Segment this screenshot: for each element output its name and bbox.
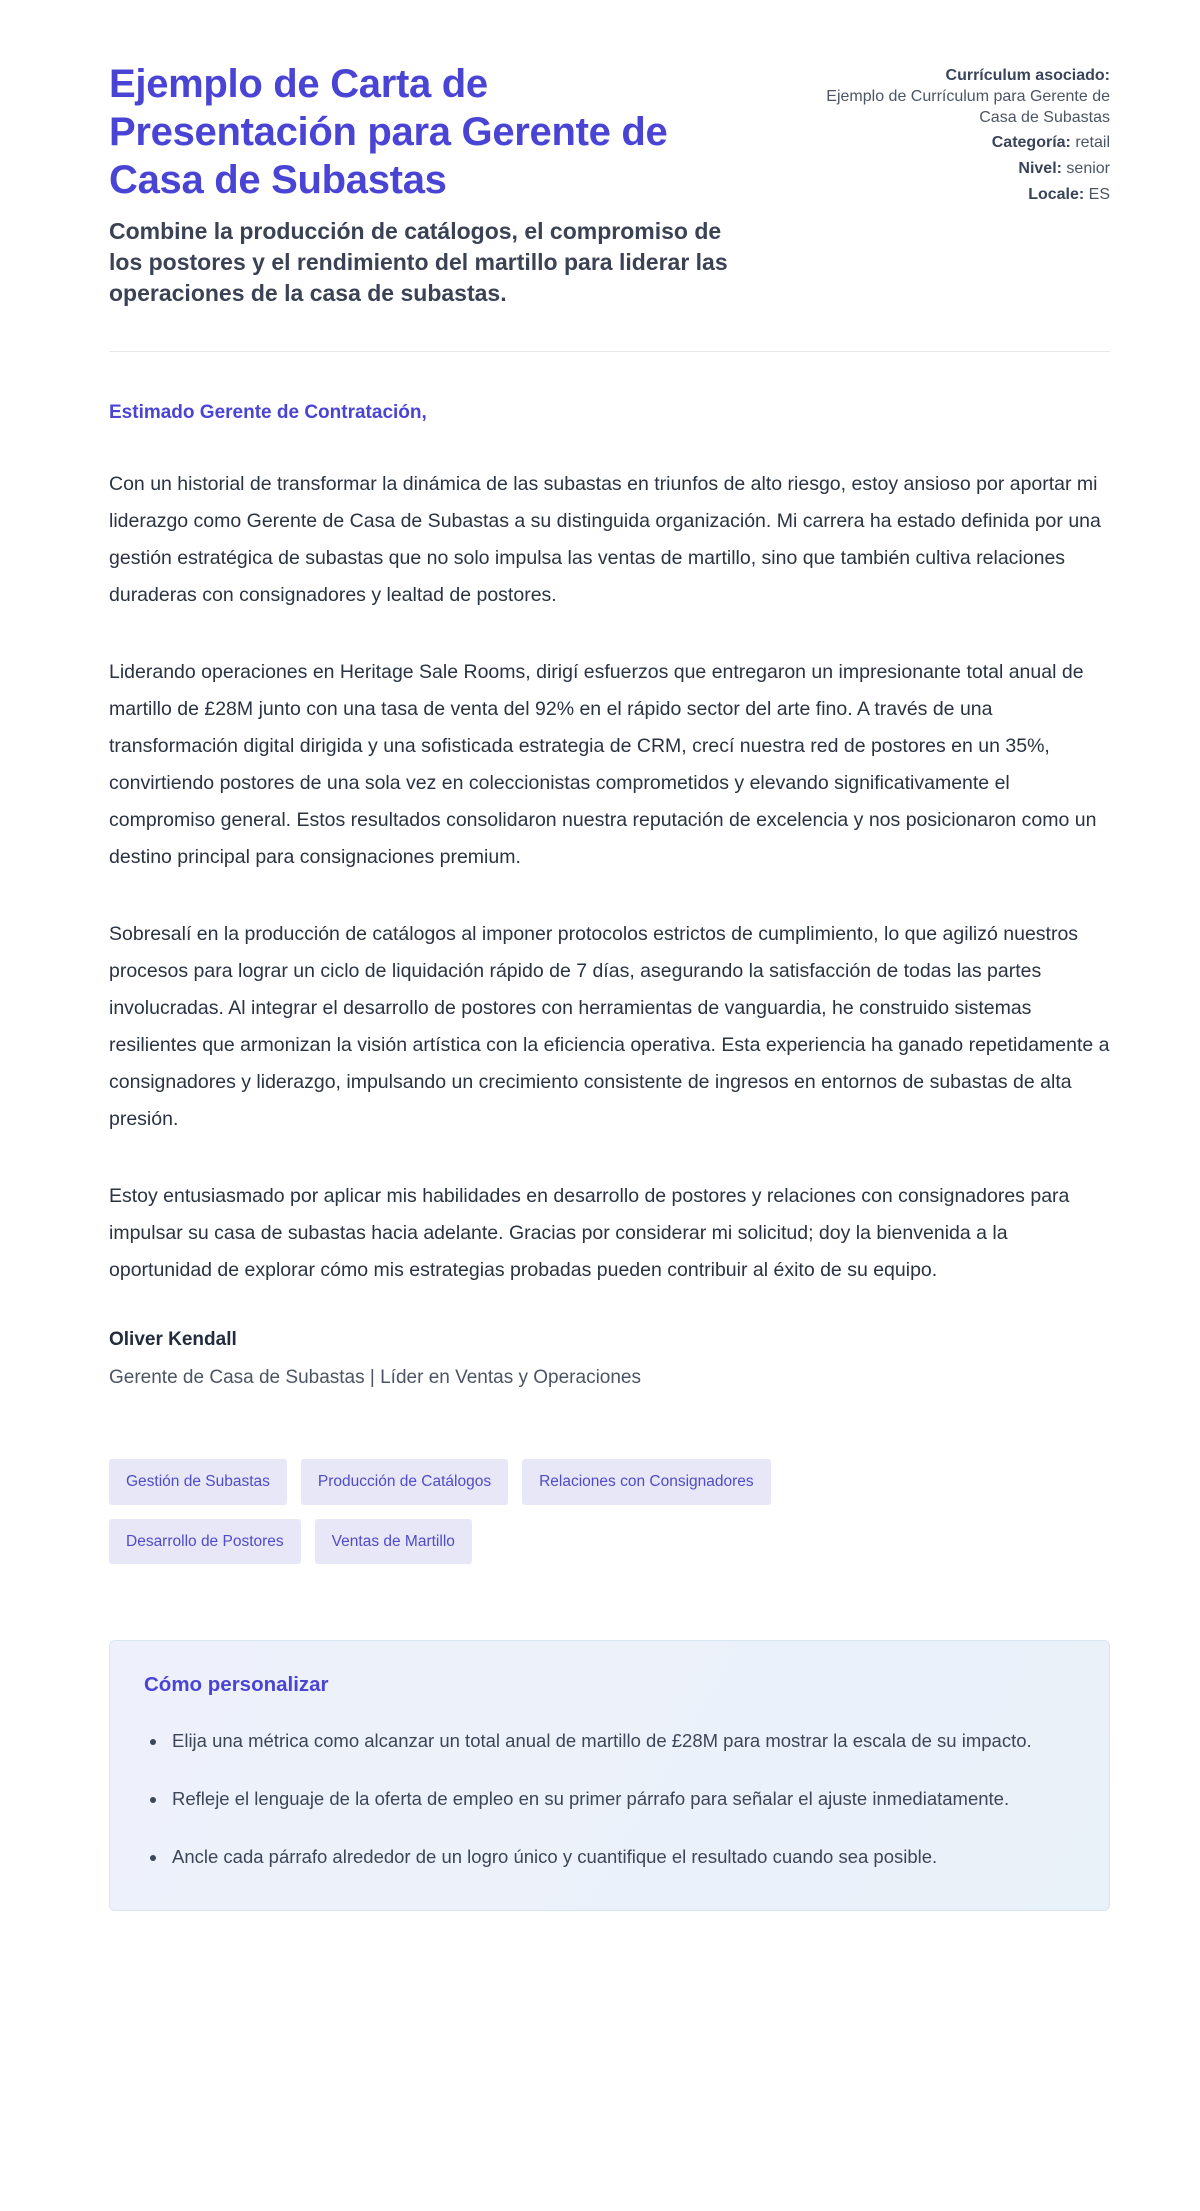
letter-paragraph-2: Liderando operaciones en Heritage Sale Rooms, dirigí esfuerzos que entregaron un impresionante total anual de martillo de £28M junto con una tasa de venta del 92% en el rápido sector del arte fino. A través de una transformación digital dirigida y una sofisticada estrategia de CRM, crecí nuestra red de postores en un 35%, convirtiendo postores de una sola vez en coleccionistas comprometidos y elevando significativamente el compromiso general. Estos resultados consolidaron nuestra reputación de excelencia y nos posicionaron como un destino principal para consignaciones premium. (109, 661, 1097, 869)
page-subtitle: Combine la producción de catálogos, el compromiso de los postores y el rendimiento del martillo para liderar las operaciones de la casa de subastas. (109, 218, 728, 307)
category-value: retail (1075, 134, 1110, 152)
letter-paragraph-3: Sobresalí en la producción de catálogos al imponer protocolos estrictos de cumplimiento, lo que agilizó nuestros procesos para lograr un ciclo de liquidación rápido de 7 días, asegurando la satisfacción de todas las partes involucradas. Al integrar el desarrollo de postores con herramientas de vanguardia, he construido sistemas resilientes que armonizan la visión artística con la eficiencia operativa. Esta experiencia ha ganado repetidamente a consignadores y liderazgo, impulsando un crecimiento consistente de ingresos en entornos de subastas de alta presión. (109, 923, 1110, 1131)
related-resume-link[interactable]: Ejemplo de Currículum para Gerente de Casa de Subastas (826, 87, 1110, 126)
page-title: Ejemplo de Carta de Presentación para Gerente de Casa de Subastas (109, 62, 668, 202)
letter-body (109, 402, 1110, 1911)
meta-level (810, 159, 1110, 180)
tag-desarrollo-de-postores[interactable]: Desarrollo de Postores (109, 1519, 301, 1565)
personalization-title: Cómo personalizar (144, 1673, 329, 1697)
locale-label: Locale: (1028, 185, 1085, 203)
level-label: Nivel: (1018, 160, 1062, 178)
meta-related-resume (810, 66, 1110, 128)
content-column (109, 0, 1110, 1911)
tag-produccion-de-catalogos[interactable]: Producción de Catálogos (301, 1459, 508, 1505)
personalization-tip-1: • Elija una métrica como alcanzar un total anual de martillo de £28M para mostrar la escala de su impacto. (168, 1723, 1075, 1758)
tag-gestion-de-subastas[interactable]: Gestión de Subastas (109, 1459, 287, 1505)
personalization-list (144, 1723, 1075, 1874)
meta-panel (810, 66, 1110, 211)
header-title-block (109, 60, 734, 309)
personalization-tip-3: • Ancle cada párrafo alrededor de un logro único y cuantifique el resultado cuando sea posible. (168, 1839, 1075, 1874)
meta-category (810, 133, 1110, 154)
meta-locale (810, 185, 1110, 206)
locale-value: ES (1088, 185, 1110, 203)
related-resume-label: Currículum asociado: (945, 67, 1110, 84)
header-divider (109, 351, 1110, 352)
letter-greeting: Estimado Gerente de Contratación, (109, 402, 427, 424)
signature-name: Oliver Kendall (109, 1329, 237, 1351)
letter-paragraph-1: Con un historial de transformar la dinámica de las subastas en triunfos de alto riesgo, estoy ansioso por aportar mi liderazgo como Gerente de Casa de Subastas a su distinguida organización. Mi carrera ha estado definida por una gestión estratégica de subastas que no solo impulsa las ventas de martillo, sino que también cultiva relaciones duraderas con consignadores y lealtad de postores. (109, 473, 1101, 607)
tag-ventas-de-martillo[interactable]: Ventas de Martillo (315, 1519, 472, 1565)
letter-paragraph-4: Estoy entusiasmado por aplicar mis habilidades en desarrollo de postores y relaciones con consignadores para impulsar su casa de subastas hacia adelante. Gracias por considerar mi solicitud; doy la bienvenida a la oportunidad de explorar cómo mis estrategias probadas pueden contribuir al éxito de su equipo. (109, 1185, 1070, 1282)
tag-relaciones-con-consignadores[interactable]: Relaciones con Consignadores (522, 1459, 771, 1505)
level-value: senior (1066, 160, 1110, 178)
signature-role: Gerente de Casa de Subastas | Líder en Ventas y Operaciones (109, 1367, 641, 1389)
skill-tags (109, 1459, 969, 1564)
personalization-tips-box (109, 1640, 1110, 1911)
header (109, 60, 1110, 309)
personalization-tip-2: • Refleje el lenguaje de la oferta de empleo en su primer párrafo para señalar el ajuste inmediatamente. (168, 1781, 1075, 1816)
category-label: Categoría: (991, 134, 1071, 152)
signature-block (109, 1329, 1110, 1389)
